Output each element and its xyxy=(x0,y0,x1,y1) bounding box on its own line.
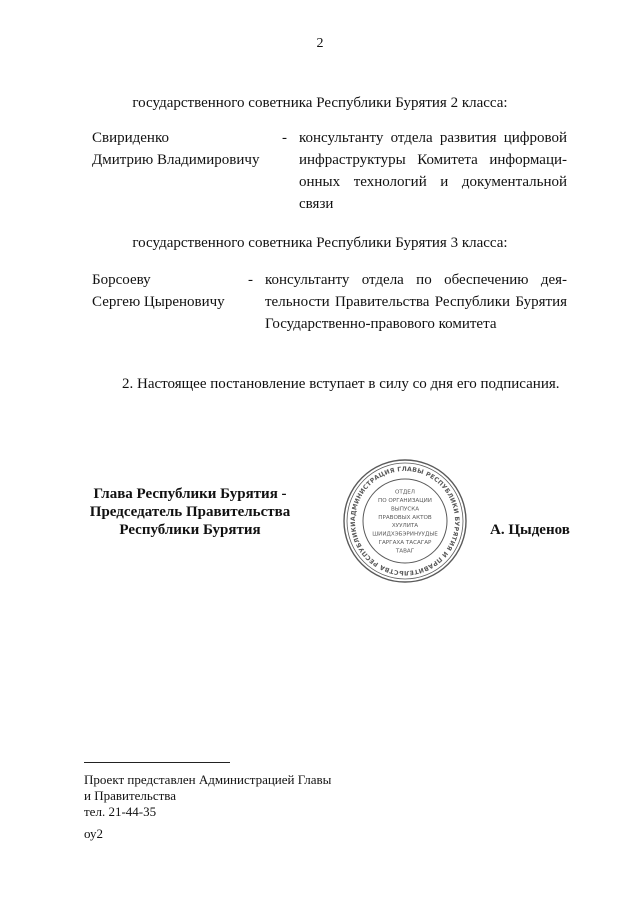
clause-2: 2. Настоящее постановление вступает в силу со дня его подписания. xyxy=(122,376,560,392)
section2-position-line: Государственно-правового комитета xyxy=(265,316,497,332)
seal-inner-text-line: ПО ОРГАНИЗАЦИИ xyxy=(378,498,432,504)
signatory-title-line: Республики Бурятия xyxy=(119,522,261,538)
signatory-title-line: Председатель Правительства xyxy=(89,504,291,520)
footnote-rule xyxy=(84,762,230,763)
footnote-code: оу2 xyxy=(84,826,104,841)
footnote-line: и Правительства xyxy=(84,788,177,803)
section1-name-line1: Свириденко xyxy=(92,130,169,146)
section2-position-line: тельности Правительства Республики Бурятия xyxy=(265,294,567,310)
seal-inner-text-line: ГАРГАХА ТАСАГАР xyxy=(378,540,432,546)
section2-dash: - xyxy=(248,272,253,288)
official-seal-stamp xyxy=(342,458,468,584)
signatory-title xyxy=(70,485,310,539)
section1-heading: государственного советника Республики Бурятия 2 класса: xyxy=(132,95,508,111)
section1-dash: - xyxy=(282,130,287,146)
section1-name-line2: Дмитрию Владимировичу xyxy=(92,152,260,168)
section1-position-line: онных технологий и документальной xyxy=(299,174,567,190)
seal-inner-text-line: ШИИДХЭБЭРИНУУДЫЕ xyxy=(372,531,438,538)
seal-inner-text-line: ПРАВОВЫХ АКТОВ xyxy=(378,514,432,521)
signatory-name: А. Цыденов xyxy=(490,522,570,538)
svg-text:АДМИНИСТРАЦИЯ ГЛАВЫ РЕСПУБЛИКИ: АДМИНИСТРАЦИЯ ГЛАВЫ РЕСПУБЛИКИ БУРЯТИЯ И ПРАВИТЕЛЬСТВА РЕСПУБЛИКИ xyxy=(349,465,461,577)
seal-inner-text-line: ТАВАГ xyxy=(395,548,415,555)
footnote-line: Проект представлен Администрацией Главы xyxy=(84,772,332,787)
seal-inner-text-line: ОТДЕЛ xyxy=(395,489,415,496)
section2-heading: государственного советника Республики Бурятия 3 класса: xyxy=(132,235,508,251)
official-seal-stamp-graphic xyxy=(342,458,468,584)
section1-position-line: инфраструктуры Комитета информаци- xyxy=(299,152,567,168)
page-number: 2 xyxy=(316,36,324,51)
section2-name-line2: Сергею Цыреновичу xyxy=(92,294,225,310)
seal-inner-text-line: ХУУЛИТА xyxy=(391,523,419,530)
section1-position-line: связи xyxy=(299,196,334,212)
signatory-title-line: Глава Республики Бурятия - xyxy=(93,486,287,502)
section2-position-line: консультанту отдела по обеспечению дея- xyxy=(265,272,567,288)
section1-position-line: консультанту отдела развития цифровой xyxy=(299,130,567,146)
section2-name-line1: Борсоеву xyxy=(92,272,151,288)
footnote-phone: тел. 21-44-35 xyxy=(84,804,157,819)
seal-inner-text-line: ВЫПУСКА xyxy=(390,506,420,513)
